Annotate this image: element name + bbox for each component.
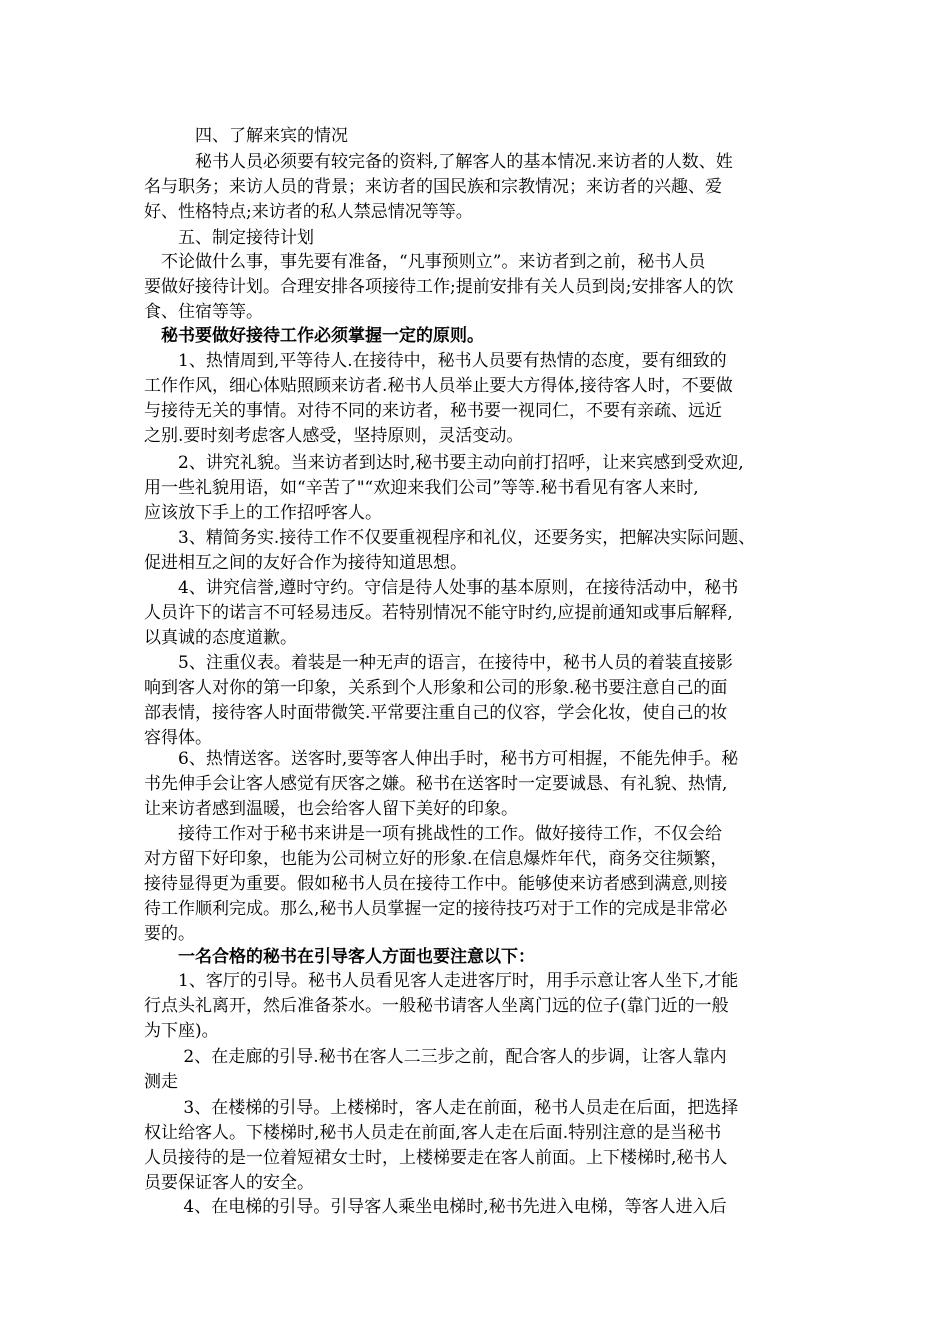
paragraph-principle-6 [144,747,808,822]
text-line: 五、制定接待计划 [144,228,314,248]
text-line: 测走 [144,1072,178,1092]
paragraph-reception-summary [144,822,808,947]
text-line: 人员许下的诺言不可轻易违反。若特别情况不能守时约,应提前通知或事后解释, [144,603,733,623]
text-line: 接待显得更为重要。假如秘书人员在接待工作中。能够使来访者感到满意,则接 [144,874,728,894]
heading-understand-guests [144,124,808,149]
text-line: 以真诚的态度道歉。 [144,628,297,648]
text-line: 秘书人员必须要有较完备的资料,了解客人的基本情况.来访者的人数、姓 [144,152,733,172]
text-line: 4、在电梯的引导。引导客人乘坐电梯时,秘书先进入电梯，等客人进入后 [144,1197,727,1217]
text-line: 四、了解来宾的情况 [144,126,348,146]
text-line: 6、热情送客。送客时,要等客人伸出手时，秘书方可相握，不能先伸手。秘 [144,749,739,769]
paragraph-guide-corridor [144,1045,808,1095]
text-line: 工作作风，细心体贴照顾来访者.秘书人员举止要大方得体,接待客人时，不要做 [144,376,733,396]
text-line: 3、在楼梯的引导。上楼梯时，客人走在前面，秘书人员走在后面，把选择 [144,1098,739,1118]
text-line: 用一些礼貌用语，如“辛苦了"“欢迎来我们公司”等等.秘书看见有客人来时, [144,478,699,498]
text-line: 应该放下手上的工作招呼客人。 [144,503,382,523]
text-line: 秘书要做好接待工作必须掌握一定的原则。 [144,326,484,346]
paragraph-principle-1 [144,349,808,449]
text-line: 食、住宿等等。 [144,302,263,322]
text-line: 员要保证客人的安全。 [144,1173,314,1193]
text-line: 3、精简务实.接待工作不仅要重视程序和礼仪，还要务实，把解决实际问题、 [144,528,756,548]
text-line: 名与职务；来访人员的背景；来访者的国民族和宗教情况；来访者的兴趣、爱 [144,177,722,197]
text-line: 2、在走廊的引导.秘书在客人二三步之前，配合客人的步调，让客人靠内 [144,1047,727,1067]
text-line: 5、注重仪表。着装是一种无声的语言，在接待中，秘书人员的着装直接影 [144,653,733,673]
text-line: 促进相互之间的友好合作为接待知道思想。 [144,553,467,573]
text-line: 对方留下好印象，也能为公司树立好的形象.在信息爆炸年代，商务交往频繁， [144,849,728,869]
paragraph-principle-3 [144,526,808,576]
heading-guiding-guests [144,945,808,970]
text-line: 要做好接待计划。合理安排各项接待工作;提前安排有关人员到岗;安排客人的饮 [144,277,734,297]
text-line: 待工作顺利完成。那么,秘书人员掌握一定的接待技巧对于工作的完成是非常必 [144,899,728,919]
text-line: 权让给客人。下楼梯时,秘书人员走在前面,客人走在后面.特别注意的是当秘书 [144,1123,722,1143]
paragraph-guest-info [144,150,808,225]
paragraph-guide-lobby [144,969,808,1044]
paragraph-principle-5 [144,651,808,751]
text-line: 让来访者感到温暖，也会给客人留下美好的印象。 [144,799,518,819]
text-line: 书先伸手会让客人感觉有厌客之嫌。秘书在送客时一定要诚恳、有礼貌、热情, [144,774,728,794]
paragraph-principle-4 [144,576,808,651]
text-line: 1、客厅的引导。秘书人员看见客人走进客厅时，用手示意让客人坐下,才能 [144,971,739,991]
paragraph-guide-stairs [144,1096,808,1196]
text-line: 好、性格特点;来访者的私人禁忌情况等等。 [144,202,473,222]
text-line: 部表情，接待客人时面带微笑.平常要注重自己的仪容，学会化妆，使自己的妆 [144,703,728,723]
text-line: 之别.要时刻考虑客人感受，坚持原则，灵活变动。 [144,426,524,446]
text-line: 响到客人对你的第一印象，关系到个人形象和公司的形象.秘书要注意自己的面 [144,678,728,698]
text-line: 4、讲究信誉,遵时守约。守信是待人处事的基本原则，在接待活动中，秘书 [144,578,739,598]
heading-principles [144,324,808,349]
paragraph-principle-2 [144,451,808,526]
text-line: 一名合格的秘书在引导客人方面也要注意以下： [144,947,535,967]
text-line: 要的。 [144,924,195,944]
text-line: 为下座)。 [144,1021,219,1041]
text-line: 与接待无关的事情。对待不同的来访者，秘书要一视同仁，不要有亲疏、远近 [144,401,722,421]
paragraph-guide-elevator [144,1195,808,1220]
text-line: 容得体。 [144,728,212,748]
text-line: 2、讲究礼貌。当来访者到达时,秘书要主动向前打招呼，让来宾感到受欢迎, [144,453,744,473]
paragraph-reception-plan [144,250,808,325]
text-line: 接待工作对于秘书来讲是一项有挑战性的工作。做好接待工作，不仅会给 [144,824,722,844]
text-line: 人员接待的是一位着短裙女士时，上楼梯要走在客人前面。上下楼梯时,秘书人 [144,1148,728,1168]
text-line: 行点头礼离开，然后准备茶水。一般秘书请客人坐离门远的位子(靠门近的一般 [144,996,729,1016]
text-line: 不论做什么事，事先要有准备，“凡事预则立”。来访者到之前，秘书人员 [144,252,706,272]
heading-reception-plan [144,226,808,251]
text-line: 1、热情周到,平等待人.在接待中，秘书人员要有热情的态度，要有细致的 [144,351,727,371]
